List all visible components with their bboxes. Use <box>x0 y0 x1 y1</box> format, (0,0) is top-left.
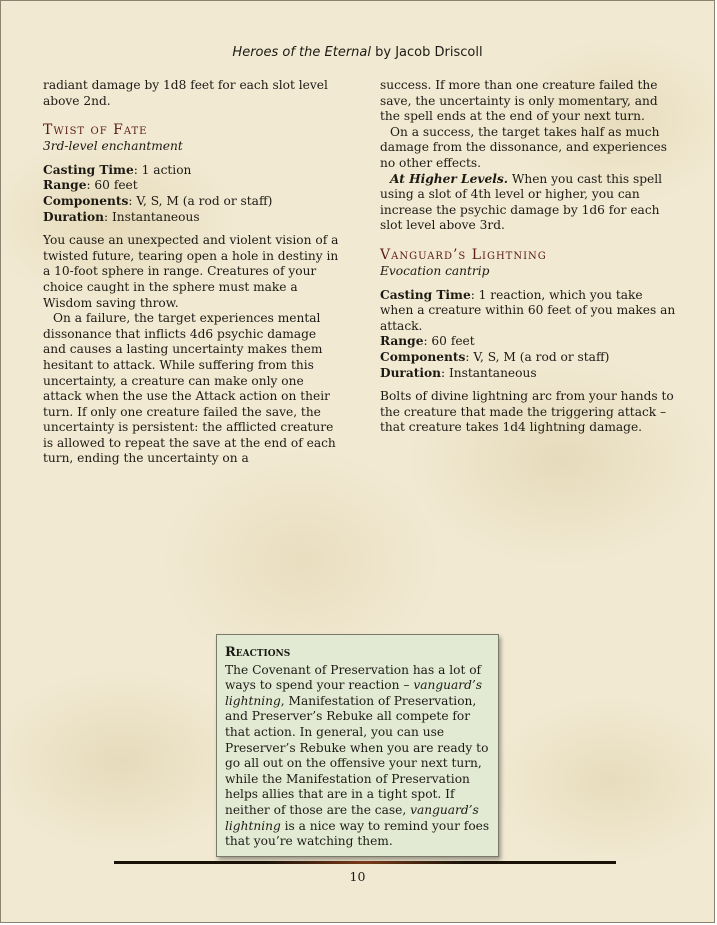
reactions-sidebar <box>216 634 499 857</box>
sidebar-title: Reactions <box>225 645 291 660</box>
duration-label: Duration <box>380 365 441 380</box>
sidebar-text <box>225 663 490 850</box>
spell-title-vanguards-lightning: Vanguard’s Lightning <box>380 246 547 263</box>
sidebar-em-1: vanguard’s lightning <box>225 678 483 708</box>
range-label: Range <box>43 178 87 193</box>
range-value: : 60 feet <box>423 334 475 349</box>
left-column <box>43 78 341 467</box>
range <box>43 178 341 194</box>
higher-levels-body: When you cast this spell using a slot of 4th level or higher, you can increase the psychic damage by 1d6 for each slot level above 3rd. <box>380 171 663 233</box>
higher-levels-text <box>380 172 678 234</box>
running-header <box>1 45 714 60</box>
spell-description: Bolts of divine lightning arc from your hands to the creature that made the triggering attack – that creature takes 1d4 lightning damage. <box>380 389 674 435</box>
sidebar-text-1: The Covenant of Preservation has a lot of ways to spend your reaction – <box>225 662 482 693</box>
casting-time-label: Casting Time <box>43 162 134 177</box>
continuation-text: success. If more than one creature failed the save, the uncertainty is only momentary, and the spell ends at the end of your next turn. <box>380 78 658 124</box>
casting-time <box>380 288 678 335</box>
right-column <box>380 78 678 436</box>
duration-value: : Instantaneous <box>441 365 537 380</box>
casting-time-label: Casting Time <box>380 287 471 302</box>
range-label: Range <box>380 334 424 349</box>
components-value: : V, S, M (a rod or staff) <box>128 193 273 208</box>
casting-time-value: : 1 reaction, which you take when a creature within 60 feet of you makes an attack. <box>380 287 676 333</box>
casting-time <box>43 163 341 179</box>
spell-title-twist-of-fate: Twist of Fate <box>43 122 148 139</box>
components-label: Components <box>43 193 129 208</box>
spell-description: You cause an unexpected and violent vision of a twisted future, tearing open a hole in destiny in a 10-foot sphere in range. Creatures of your choice caught in the sphere must make a Wisdom saving throw. <box>43 233 339 310</box>
components <box>380 350 678 366</box>
continuation-text: radiant damage by 1d8 feet for each slot level above 2nd. <box>43 78 328 108</box>
sidebar-text-2: , Manifestation of Preservation, and Preserver’s Rebuke all compete for that action. In general, you can use Preserver’s Rebuke when you are ready to go all out on the offensive your next turn, while the Manifestation of Preservation helps allies that are in a tight spot. If neither of those are the case, <box>225 693 489 817</box>
higher-levels-label: At Higher Levels. <box>390 171 508 186</box>
sidebar-em-2: vanguard’s lightning <box>225 802 479 833</box>
duration <box>43 210 341 226</box>
casting-time-value: : 1 action <box>133 162 192 177</box>
components <box>43 194 341 210</box>
components-value: : V, S, M (a rod or staff) <box>465 349 610 364</box>
spell-stats <box>43 163 341 225</box>
book-title: Heroes of the Eternal <box>232 45 371 60</box>
range <box>380 334 678 350</box>
duration-value: : Instantaneous <box>104 209 200 224</box>
spell-school: Evocation cantrip <box>380 263 490 278</box>
range-value: : 60 feet <box>86 178 138 193</box>
components-label: Components <box>380 349 466 364</box>
spell-failure-text: On a failure, the target experiences mental dissonance that inflicts 4d6 psychic damage and causes a lasting uncertainty makes them hesitant to attack. While suffering from this uncertainty, a creature can make only one attack when the use the Attack action on their turn. If only one creature failed the save, the uncertainty is persistent: the afflicted creature is allowed to repeat the save at the end of each turn, ending the uncertainty on a <box>43 311 336 466</box>
sidebar-text-3: is a nice way to remind your foes that you’re watching them. <box>225 818 490 849</box>
book-author: by Jacob Driscoll <box>375 45 483 60</box>
duration-label: Duration <box>43 209 104 224</box>
duration <box>380 366 678 382</box>
success-text: On a success, the target takes half as much damage from the dissonance, and experiences no other effects. <box>380 124 667 170</box>
page-number: 10 <box>349 869 366 884</box>
spell-stats <box>380 288 678 382</box>
footer-divider <box>114 861 616 864</box>
spell-school: 3rd-level enchantment <box>43 139 183 154</box>
